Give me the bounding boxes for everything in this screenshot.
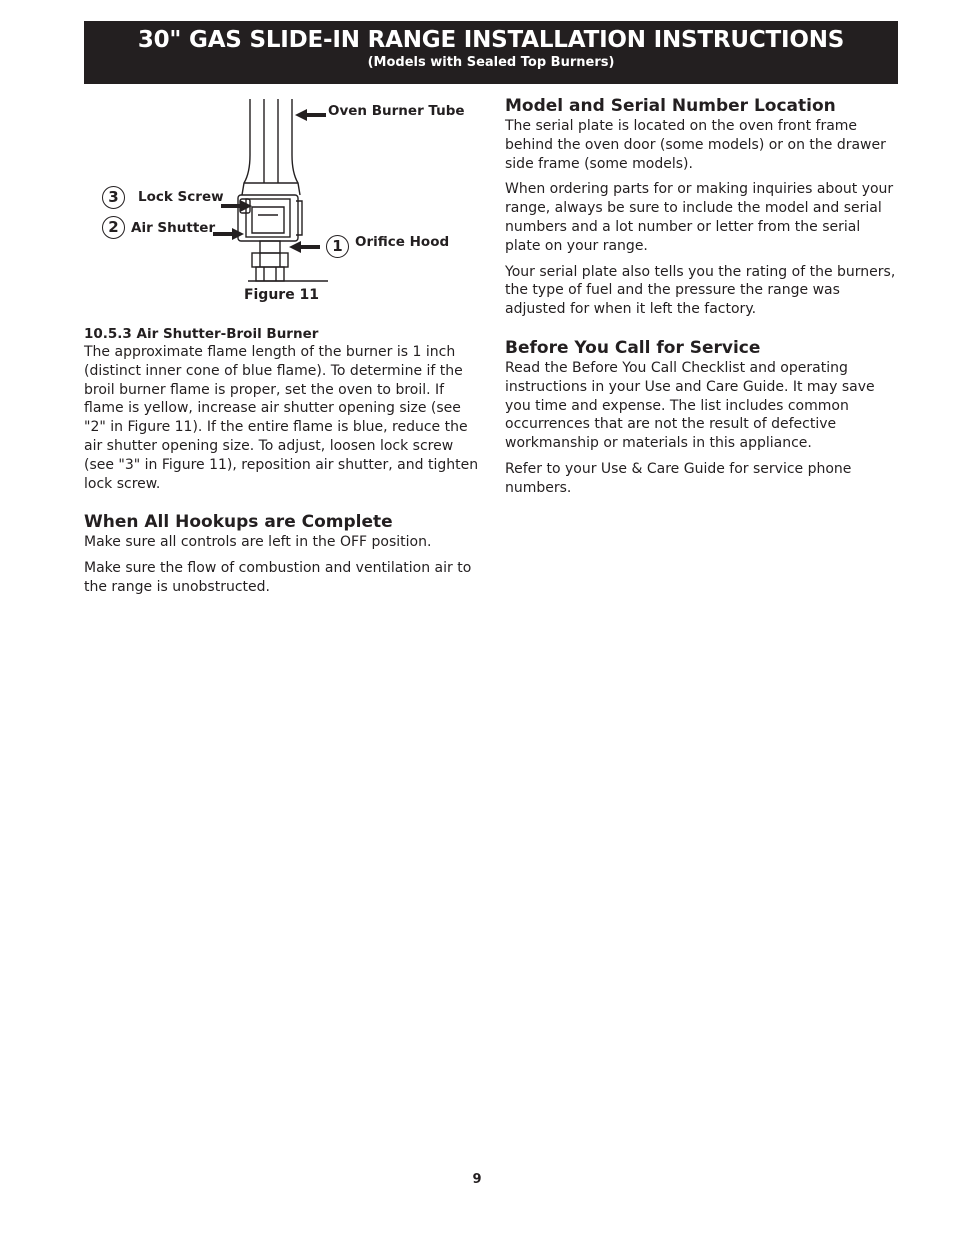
service-heading: Before You Call for Service (505, 337, 761, 358)
service-paragraph-2: Refer to your Use & Care Guide for service phone numbers. (505, 460, 852, 496)
hookups-heading: When All Hookups are Complete (84, 512, 393, 533)
arrow-icons (213, 109, 326, 253)
left-column (84, 95, 479, 597)
service-paragraph-1: Read the Before You Call Checklist and operating instructions in your Use and Care Guide. It may save you time and expense. The list includes common occurrences that are not the result of defective workmanship or materials in this appliance. (505, 359, 875, 452)
label-orifice-hood: Orifice Hood (355, 234, 450, 250)
page-header (84, 21, 898, 84)
callout-number-3: 3 (102, 186, 125, 209)
label-air-shutter: Air Shutter (131, 220, 216, 236)
page-subtitle: (Models with Sealed Top Burners) (367, 55, 615, 70)
serial-heading: Model and Serial Number Location (505, 96, 836, 116)
callout-number-1: 1 (326, 235, 349, 258)
serial-paragraph-2: When ordering parts for or making inquiries about your range, always be sure to include the model and serial numbers and a lot number or letter from the serial plate on your range. (505, 181, 894, 254)
label-oven-burner-tube: Oven Burner Tube (328, 103, 465, 119)
label-lock-screw: Lock Screw (138, 189, 224, 205)
figure-caption: Figure 11 (243, 287, 320, 303)
hookups-paragraph-1: Make sure all controls are left in the OFF position. (84, 534, 432, 551)
figure-11 (84, 95, 479, 325)
callout-number-2: 2 (102, 216, 125, 239)
serial-paragraph-1: The serial plate is located on the oven front frame behind the oven door (some models) or on the drawer side frame (some models). (505, 118, 886, 172)
right-column (505, 95, 900, 498)
page-title: 30" GAS SLIDE-IN RANGE INSTALLATION INSTRUCTIONS (137, 27, 845, 53)
air-shutter-body: The approximate flame length of the burner is 1 inch (distinct inner cone of blue flame). To determine if the broil burner flame is proper, set the oven to broil. If flame is yellow, increase air shutter opening size (see "2" in Figure 11). If the entire flame is blue, reduce the air shutter opening size. To adjust, loosen lock screw (see "3" in Figure 11), reposition air shutter, and tighten lock screw. (84, 344, 479, 492)
hookups-paragraph-2: Make sure the flow of combustion and ventilation air to the range is unobstructed. (84, 560, 472, 595)
page-number: 9 (472, 1172, 482, 1187)
air-shutter-heading: 10.5.3 Air Shutter-Broil Burner (84, 326, 319, 342)
serial-paragraph-3: Your serial plate also tells you the rating of the burners, the type of fuel and the pressure the range was adjusted for when it left the factory. (505, 263, 896, 318)
